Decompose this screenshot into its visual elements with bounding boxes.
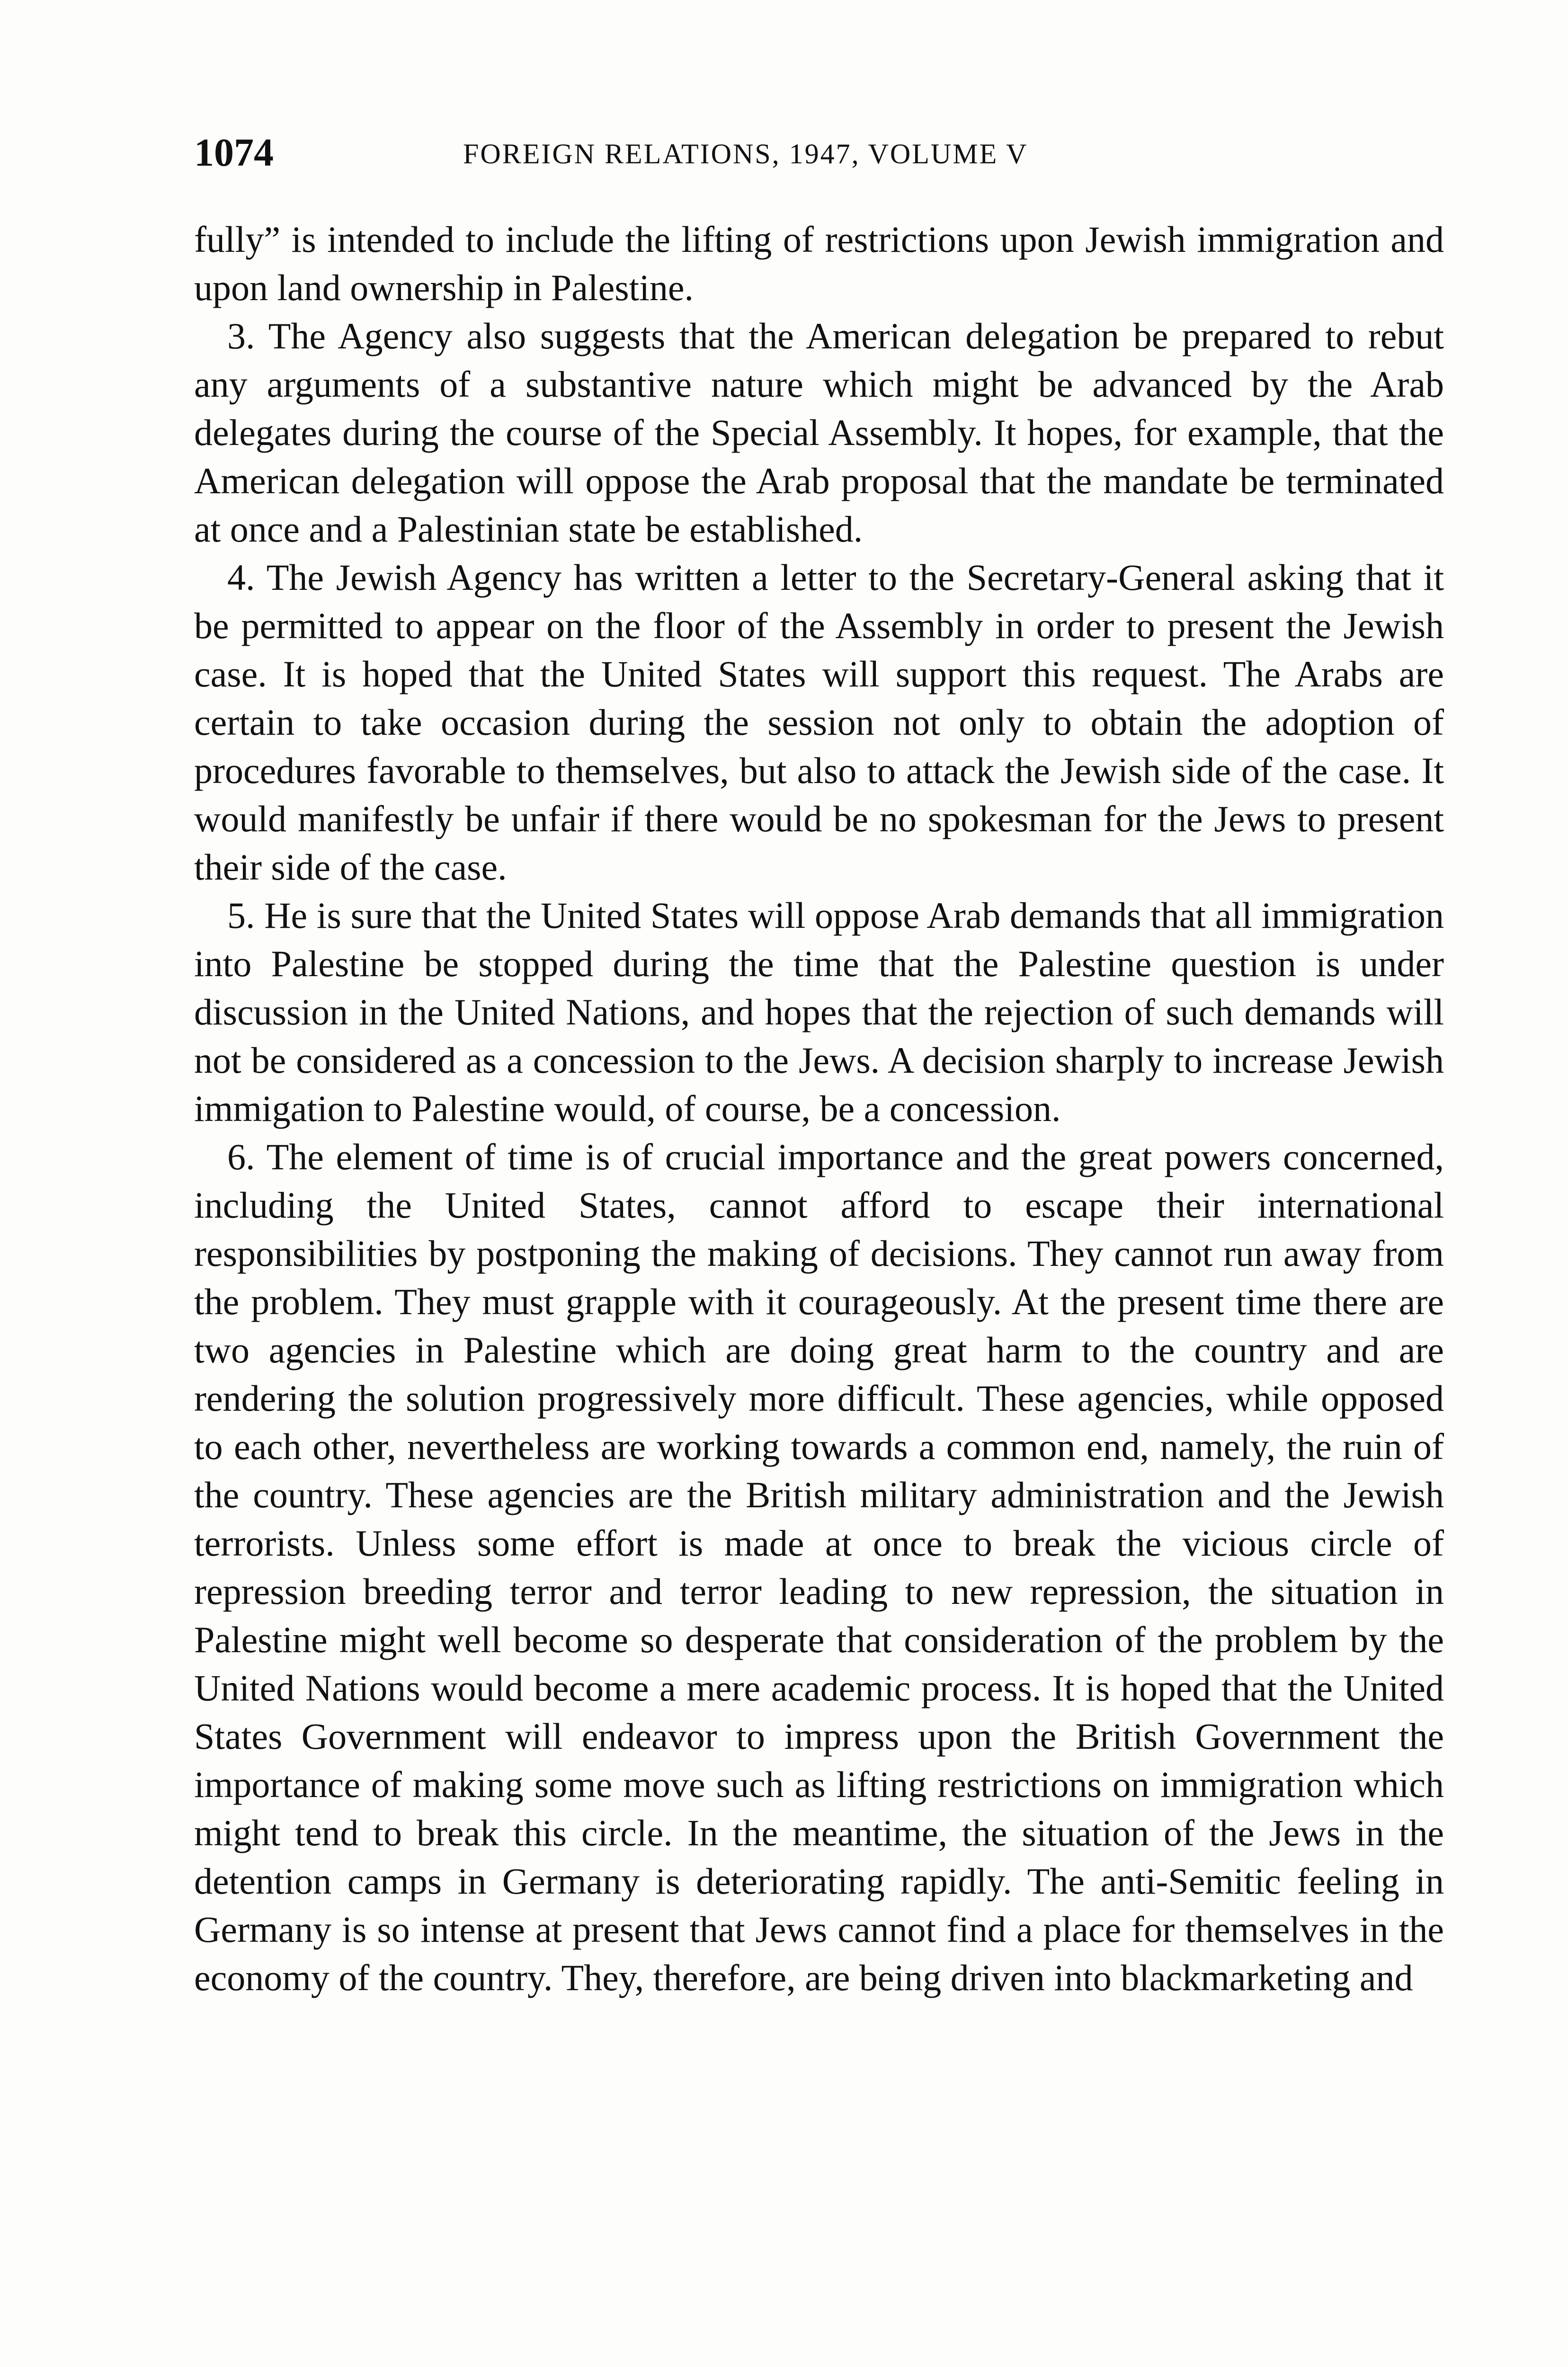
paragraph-4: 4. The Jewish Agency has written a letter to the Secretary-General asking that it be permitted to appear on the floor of the Assembly in order to present the Jewish case. It is hoped that the United States will support this request. The Arabs are certain to take occasion during the session not only to obtain the adoption of procedures favorable to themselves, but also to attack the Jewish side of the case. It would manifestly be unfair if there would be no spokesman for the Jews to present their side of the case. — [194, 557, 1444, 888]
paragraph-5: 5. He is sure that the United States will oppose Arab demands that all immigration into Palestine be stopped during the time that the Palestine question is under discussion in the United Nations, and hopes that the rejection of such demands will not be considered as a concession to the Jews. A decision sharply to increase Jewish immigation to Palestine would, of course, be a concession. — [194, 895, 1444, 1129]
page-header — [194, 127, 1444, 179]
paragraph-6: 6. The element of time is of crucial importance and the great powers concerned, including the United States, cannot afford to escape their international responsibilities by postponing the making of decisions. They cannot run away from the problem. They must grapple with it courageously. At the present time there are two agencies in Palestine which are doing great harm to the country and are rendering the solution progressively more difficult. These agencies, while opposed to each other, nevertheless are working towards a common end, namely, the ruin of the country. These agencies are the British military administration and the Jewish terrorists. Unless some effort is made at once to break the vicious circle of repression breeding terror and terror leading to new repression, the situation in Palestine might well become so desperate that consideration of the problem by the United Nations would become a mere academic process. It is hoped that the United States Government will endeavor to impress upon the British Government the importance of making some move such as lifting restrictions on immigration which might tend to break this circle. In the meantime, the situation of the Jews in the detention camps in Germany is deteriorating rapidly. The anti-Semitic feeling in Germany is so intense at present that Jews cannot find a place for themselves in the economy of the country. They, therefore, are being driven into blackmarketing and — [194, 1136, 1444, 1998]
running-title: FOREIGN RELATIONS, 1947, VOLUME V — [463, 138, 1028, 169]
body-text — [194, 215, 1444, 2002]
paragraph-continuation: fully” is intended to include the lifting of restrictions upon Jewish immigration and upon land ownership in Palestine. — [194, 219, 1444, 308]
page-number: 1074 — [194, 131, 274, 175]
paragraph-3: 3. The Agency also suggests that the American delegation be prepared to rebut any arguments of a substantive nature which might be advanced by the Arab delegates during the course of the Special Assembly. It hopes, for example, that the American delegation will oppose the Arab proposal that the mandate be terminated at once and a Palestinian state be established. — [194, 315, 1444, 550]
